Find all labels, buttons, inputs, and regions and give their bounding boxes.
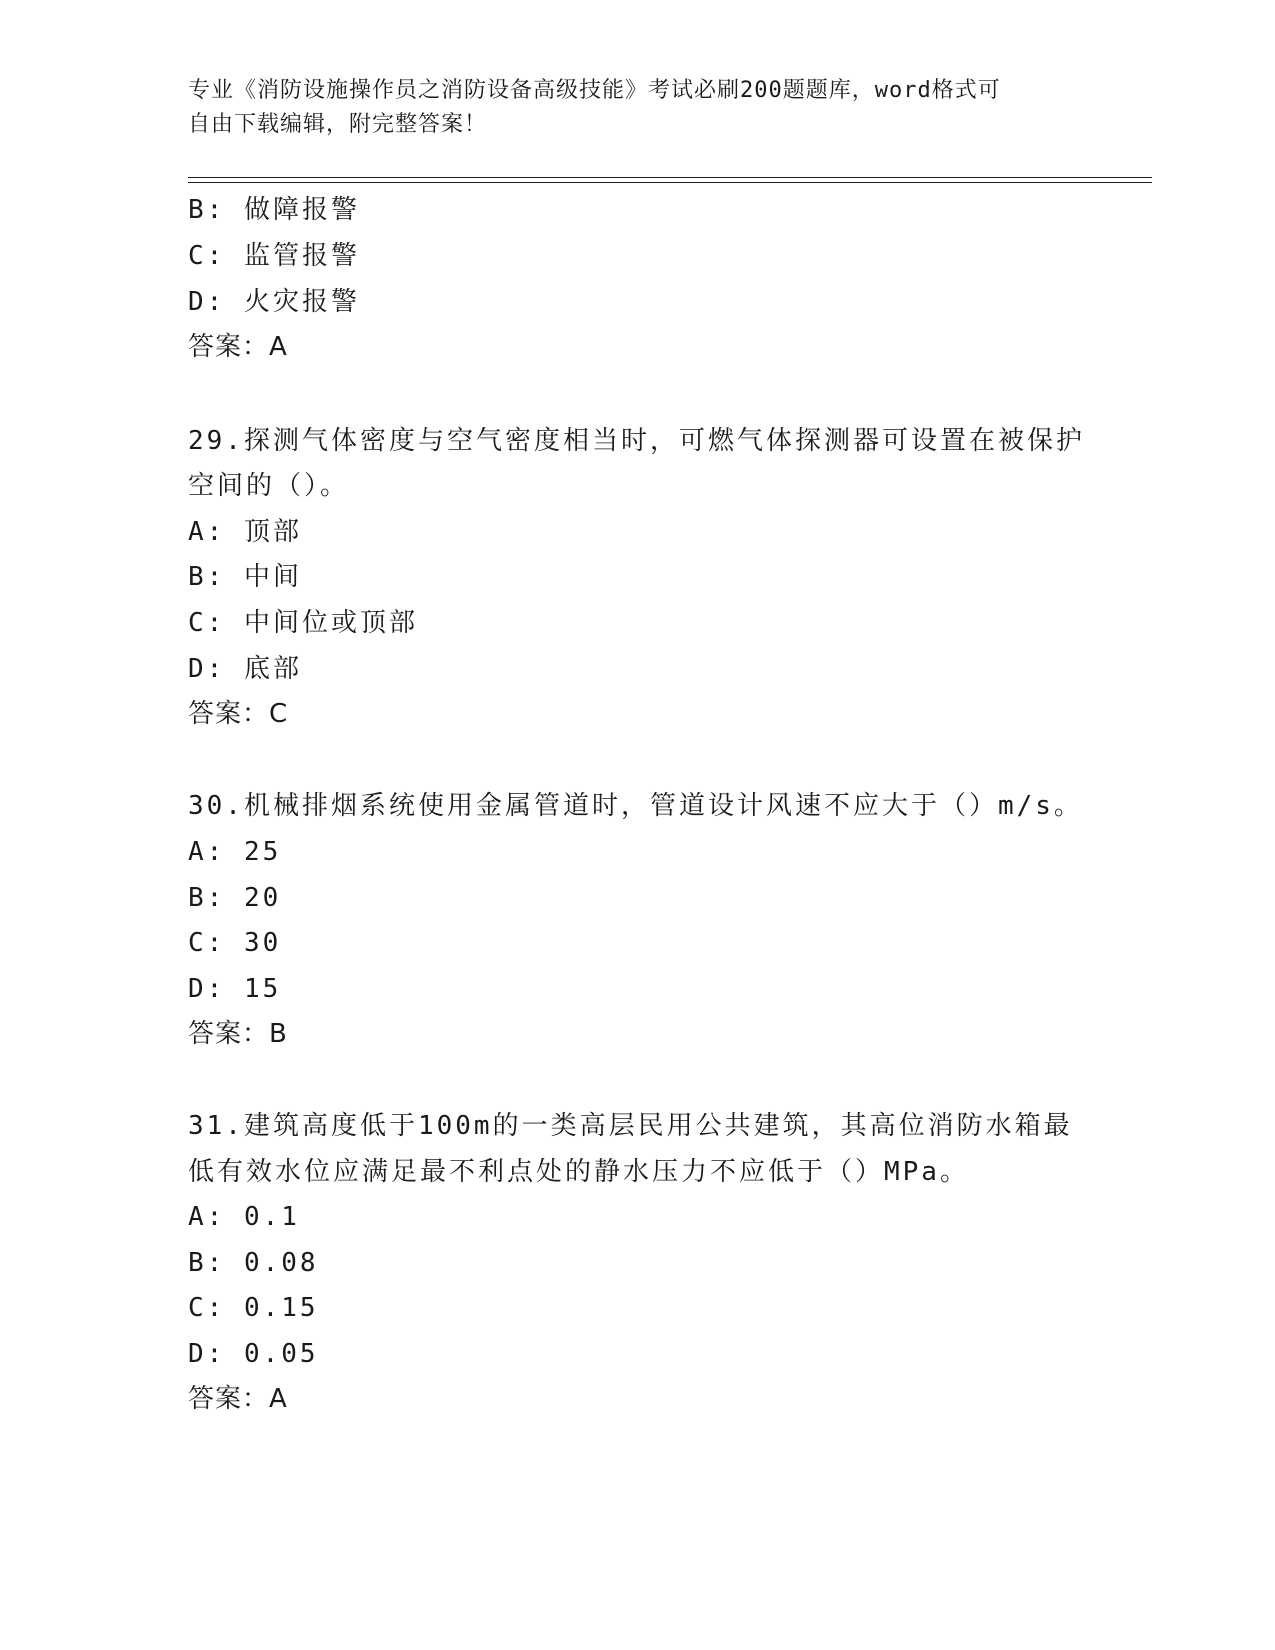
q29-question-line-2: 空间的（）。 — [188, 471, 350, 501]
q30-answer: 答案：B — [188, 1019, 288, 1049]
q31-question-line-1: 31.建筑高度低于100m的一类高层民用公共建筑，其高位消防水箱最 — [188, 1111, 1073, 1141]
q30-option-a: A: 25 — [188, 837, 282, 867]
q29-option-d: D: 底部 — [188, 654, 302, 684]
q29-option-b: B: 中间 — [188, 562, 302, 592]
q28-option-c: C: 监管报警 — [188, 241, 360, 271]
q31-option-a: A: 0.1 — [188, 1202, 300, 1232]
q30-option-b: B: 20 — [188, 883, 282, 913]
q31-answer: 答案：A — [188, 1384, 288, 1414]
q29-answer: 答案：C — [188, 699, 289, 729]
header-divider-top — [188, 177, 1152, 178]
q31-option-d: D: 0.05 — [188, 1339, 319, 1369]
q31-option-b: B: 0.08 — [188, 1248, 319, 1278]
q31-option-c: C: 0.15 — [188, 1293, 319, 1323]
q28-option-b: B: 做障报警 — [188, 195, 360, 225]
q31-question-line-2: 低有效水位应满足最不利点处的静水压力不应低于（）MPa。 — [188, 1157, 969, 1187]
q30-option-d: D: 15 — [188, 974, 282, 1004]
q29-question-line-1: 29.探测气体密度与空气密度相当时，可燃气体探测器可设置在被保护 — [188, 426, 1085, 456]
header-divider-bottom — [188, 182, 1152, 183]
q30-question-line-1: 30.机械排烟系统使用金属管道时，管道设计风速不应大于（）m/s。 — [188, 791, 1083, 821]
q29-option-c: C: 中间位或顶部 — [188, 608, 418, 638]
q29-option-a: A: 顶部 — [188, 517, 302, 547]
document-header — [188, 74, 1088, 142]
q28-answer: 答案：A — [188, 332, 288, 362]
header-title-line-1: 专业《消防设施操作员之消防设备高级技能》考试必刷200题题库，word格式可 — [188, 78, 1001, 103]
q28-option-d: D: 火灾报警 — [188, 287, 360, 317]
header-title-line-2: 自由下载编辑，附完整答案！ — [188, 112, 488, 137]
q30-option-c: C: 30 — [188, 928, 282, 958]
